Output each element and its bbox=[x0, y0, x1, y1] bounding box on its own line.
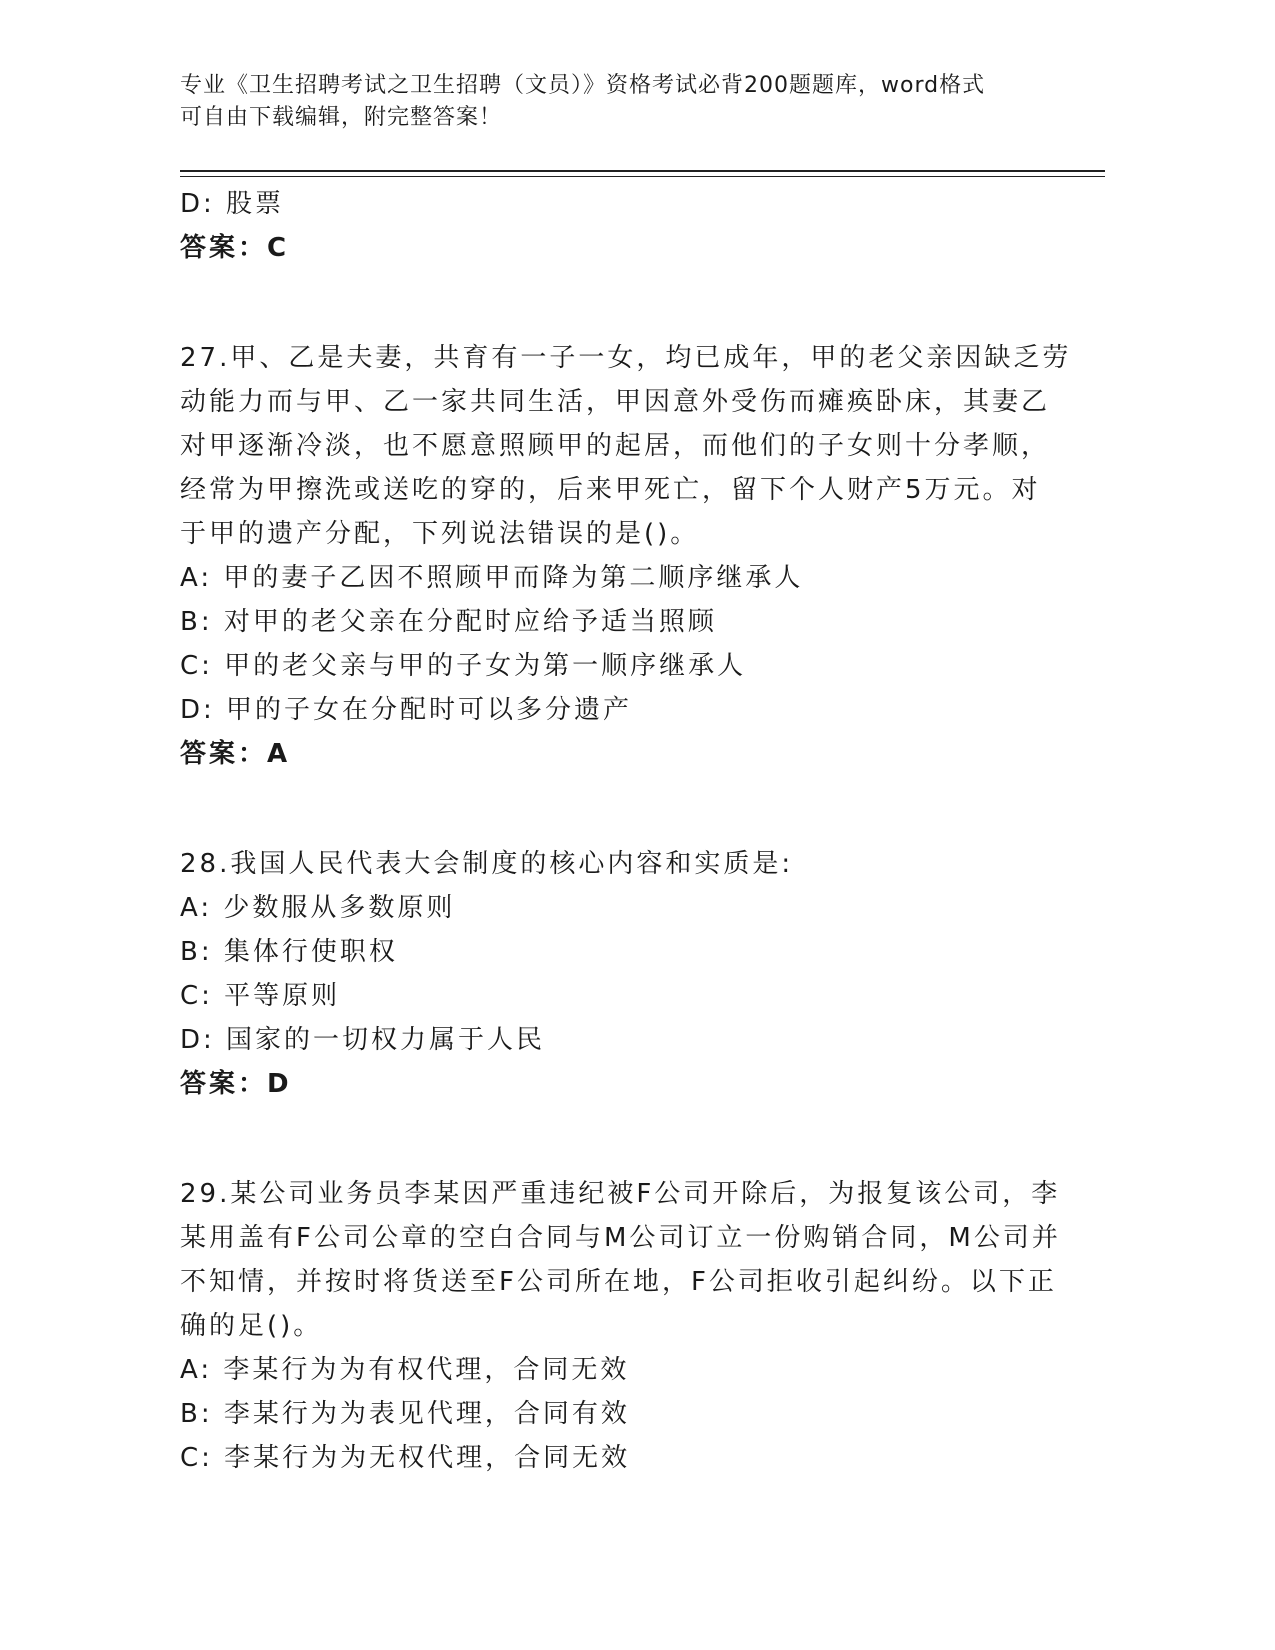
question-stem-line: 经常为甲擦洗或送吃的穿的，后来甲死亡，留下个人财产5万元。对 bbox=[180, 475, 1041, 505]
question-28 bbox=[180, 842, 1060, 1106]
question-stem-line: 28.我国人民代表大会制度的核心内容和实质是: bbox=[180, 849, 794, 879]
option-d: D: 甲的子女在分配时可以多分遗产 bbox=[180, 695, 633, 725]
option-d: D: 股票 bbox=[180, 189, 285, 219]
question-stem-line: 不知情，并按时将货送至F公司所在地，F公司拒收引起纠纷。以下正 bbox=[180, 1267, 1057, 1297]
answer: 答案：A bbox=[180, 739, 291, 769]
option-c: C: 甲的老父亲与甲的子女为第一顺序继承人 bbox=[180, 651, 747, 681]
option-d: D: 国家的一切权力属于人民 bbox=[180, 1025, 546, 1055]
answer: 答案：D bbox=[180, 1069, 292, 1099]
page-header bbox=[180, 70, 1040, 134]
header-divider bbox=[180, 170, 1105, 172]
question-stem-line: 对甲逐渐冷淡，也不愿意照顾甲的起居，而他们的子女则十分孝顺， bbox=[180, 431, 1051, 461]
question-stem-line: 于甲的遗产分配，下列说法错误的是()。 bbox=[180, 519, 700, 549]
question-stem-line: 27.甲、乙是夫妻，共育有一子一女，均已成年，甲的老父亲因缺乏劳 bbox=[180, 343, 1072, 373]
question-stem-line: 确的足()。 bbox=[180, 1311, 323, 1341]
option-a: A: 李某行为为有权代理，合同无效 bbox=[180, 1355, 630, 1385]
document-body bbox=[180, 182, 1072, 1480]
spacer bbox=[180, 270, 1060, 336]
header-line-1: 专业《卫生招聘考试之卫生招聘（文员）》资格考试必背200题题库，word格式 bbox=[180, 73, 986, 98]
answer: 答案：C bbox=[180, 233, 290, 263]
option-c: C: 平等原则 bbox=[180, 981, 341, 1011]
question-stem-line: 29.某公司业务员李某因严重违纪被F公司开除后，为报复该公司，李 bbox=[180, 1179, 1061, 1209]
question-29 bbox=[180, 1172, 1060, 1480]
option-b: B: 集体行使职权 bbox=[180, 937, 398, 967]
question-stem-line: 动能力而与甲、乙一家共同生活，甲因意外受伤而瘫痪卧床，其妻乙 bbox=[180, 387, 1051, 417]
header-divider-thin bbox=[180, 176, 1105, 177]
question-stem-line: 某用盖有F公司公章的空白合同与M公司订立一份购销合同，M公司并 bbox=[180, 1223, 1061, 1253]
spacer bbox=[180, 776, 1060, 842]
option-c: C: 李某行为为无权代理，合同无效 bbox=[180, 1443, 631, 1473]
question-27 bbox=[180, 336, 1072, 776]
option-b: B: 对甲的老父亲在分配时应给予适当照顾 bbox=[180, 607, 717, 637]
spacer bbox=[180, 1106, 1060, 1172]
option-a: A: 少数服从多数原则 bbox=[180, 893, 456, 923]
option-a: A: 甲的妻子乙因不照顾甲而降为第二顺序继承人 bbox=[180, 563, 804, 593]
header-line-2: 可自由下载编辑，附完整答案！ bbox=[180, 105, 503, 130]
option-b: B: 李某行为为表见代理，合同有效 bbox=[180, 1399, 630, 1429]
